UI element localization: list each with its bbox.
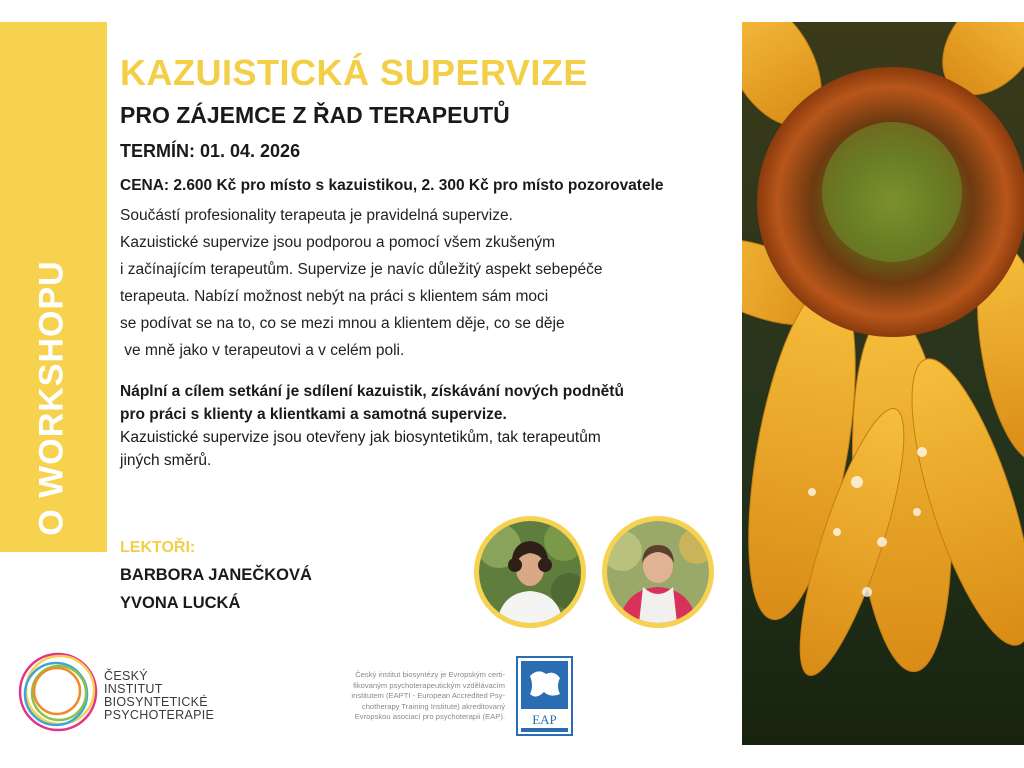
description-line: i začínajícím terapeutům. Supervize je navíc důležitý aspekt sebepéče <box>120 261 603 278</box>
logo-line: BIOSYNTETICKÉ <box>104 695 208 709</box>
lecturers-label: LEKTOŘI: <box>120 539 196 556</box>
page-subtitle: PRO ZÁJEMCE Z ŘAD TERAPEUTŮ <box>120 102 510 128</box>
goal-bold-line: Náplní a cílem setkání je sdílení kazuistik, získávání nových podnětů <box>120 383 624 400</box>
eap-note <box>300 670 505 723</box>
eap-note-line: chotherapy Training Institute) akreditovaný <box>361 701 505 711</box>
institute-logo-icon <box>16 650 100 739</box>
eap-note-line: Evropskou asociací pro psychoterapii (EAP). <box>354 712 505 721</box>
description-line: Kazuistické supervize jsou podporou a pomocí všem zkušeným <box>120 234 556 251</box>
lecturer-photo <box>602 516 714 628</box>
price-info: CENA: 2.600 Kč pro místo s kazuistikou, 2. 300 Kč pro místo pozorovatele <box>120 177 664 194</box>
description-line: ve mně jako v terapeutovi a v celém poli. <box>120 342 405 359</box>
logo-line: PSYCHOTERAPIE <box>104 708 215 722</box>
page-title: KAZUISTICKÁ SUPERVIZE <box>120 52 588 93</box>
eap-logo-icon <box>516 656 573 736</box>
goal-line: jiných směrů. <box>120 452 212 469</box>
term-date: TERMÍN: 01. 04. 2026 <box>120 141 301 161</box>
description-line: se podívat se na to, co se mezi mnou a klientem děje, co se děje <box>120 315 565 332</box>
eap-note-line: fikovaným psychoterapeutickým vzdělávacím <box>353 680 505 690</box>
lecturer-name: BARBORA JANEČKOVÁ <box>120 566 312 584</box>
goal-line: Kazuistické supervize jsou otevřeny jak biosyntetikům, tak terapeutům <box>120 429 601 446</box>
logo-line: INSTITUT <box>104 682 163 696</box>
sunflower-image <box>742 22 1024 745</box>
eap-note-line: institutem (EAPTI - European Accredited Psy- <box>351 691 505 700</box>
goal-bold-line: pro práci s klienty a klientkami a samotná supervize. <box>120 406 507 423</box>
eap-note-line: Český institut biosyntézy je Evropským certi- <box>355 670 505 679</box>
institute-logo-text <box>104 670 214 722</box>
logo-line: ČESKÝ <box>104 669 148 683</box>
description <box>120 202 720 364</box>
eap-logo-label: EAP <box>532 712 557 727</box>
description-line: terapeuta. Nabízí možnost nebýt na práci s klientem sám moci <box>120 288 549 305</box>
goal-section <box>120 380 720 472</box>
description-line: Součástí profesionality terapeuta je pravidelná supervize. <box>120 207 513 224</box>
lecturer-photo <box>474 516 586 628</box>
section-label: O WORKSHOPU <box>32 260 71 536</box>
lecturer-name: YVONA LUCKÁ <box>120 594 241 612</box>
